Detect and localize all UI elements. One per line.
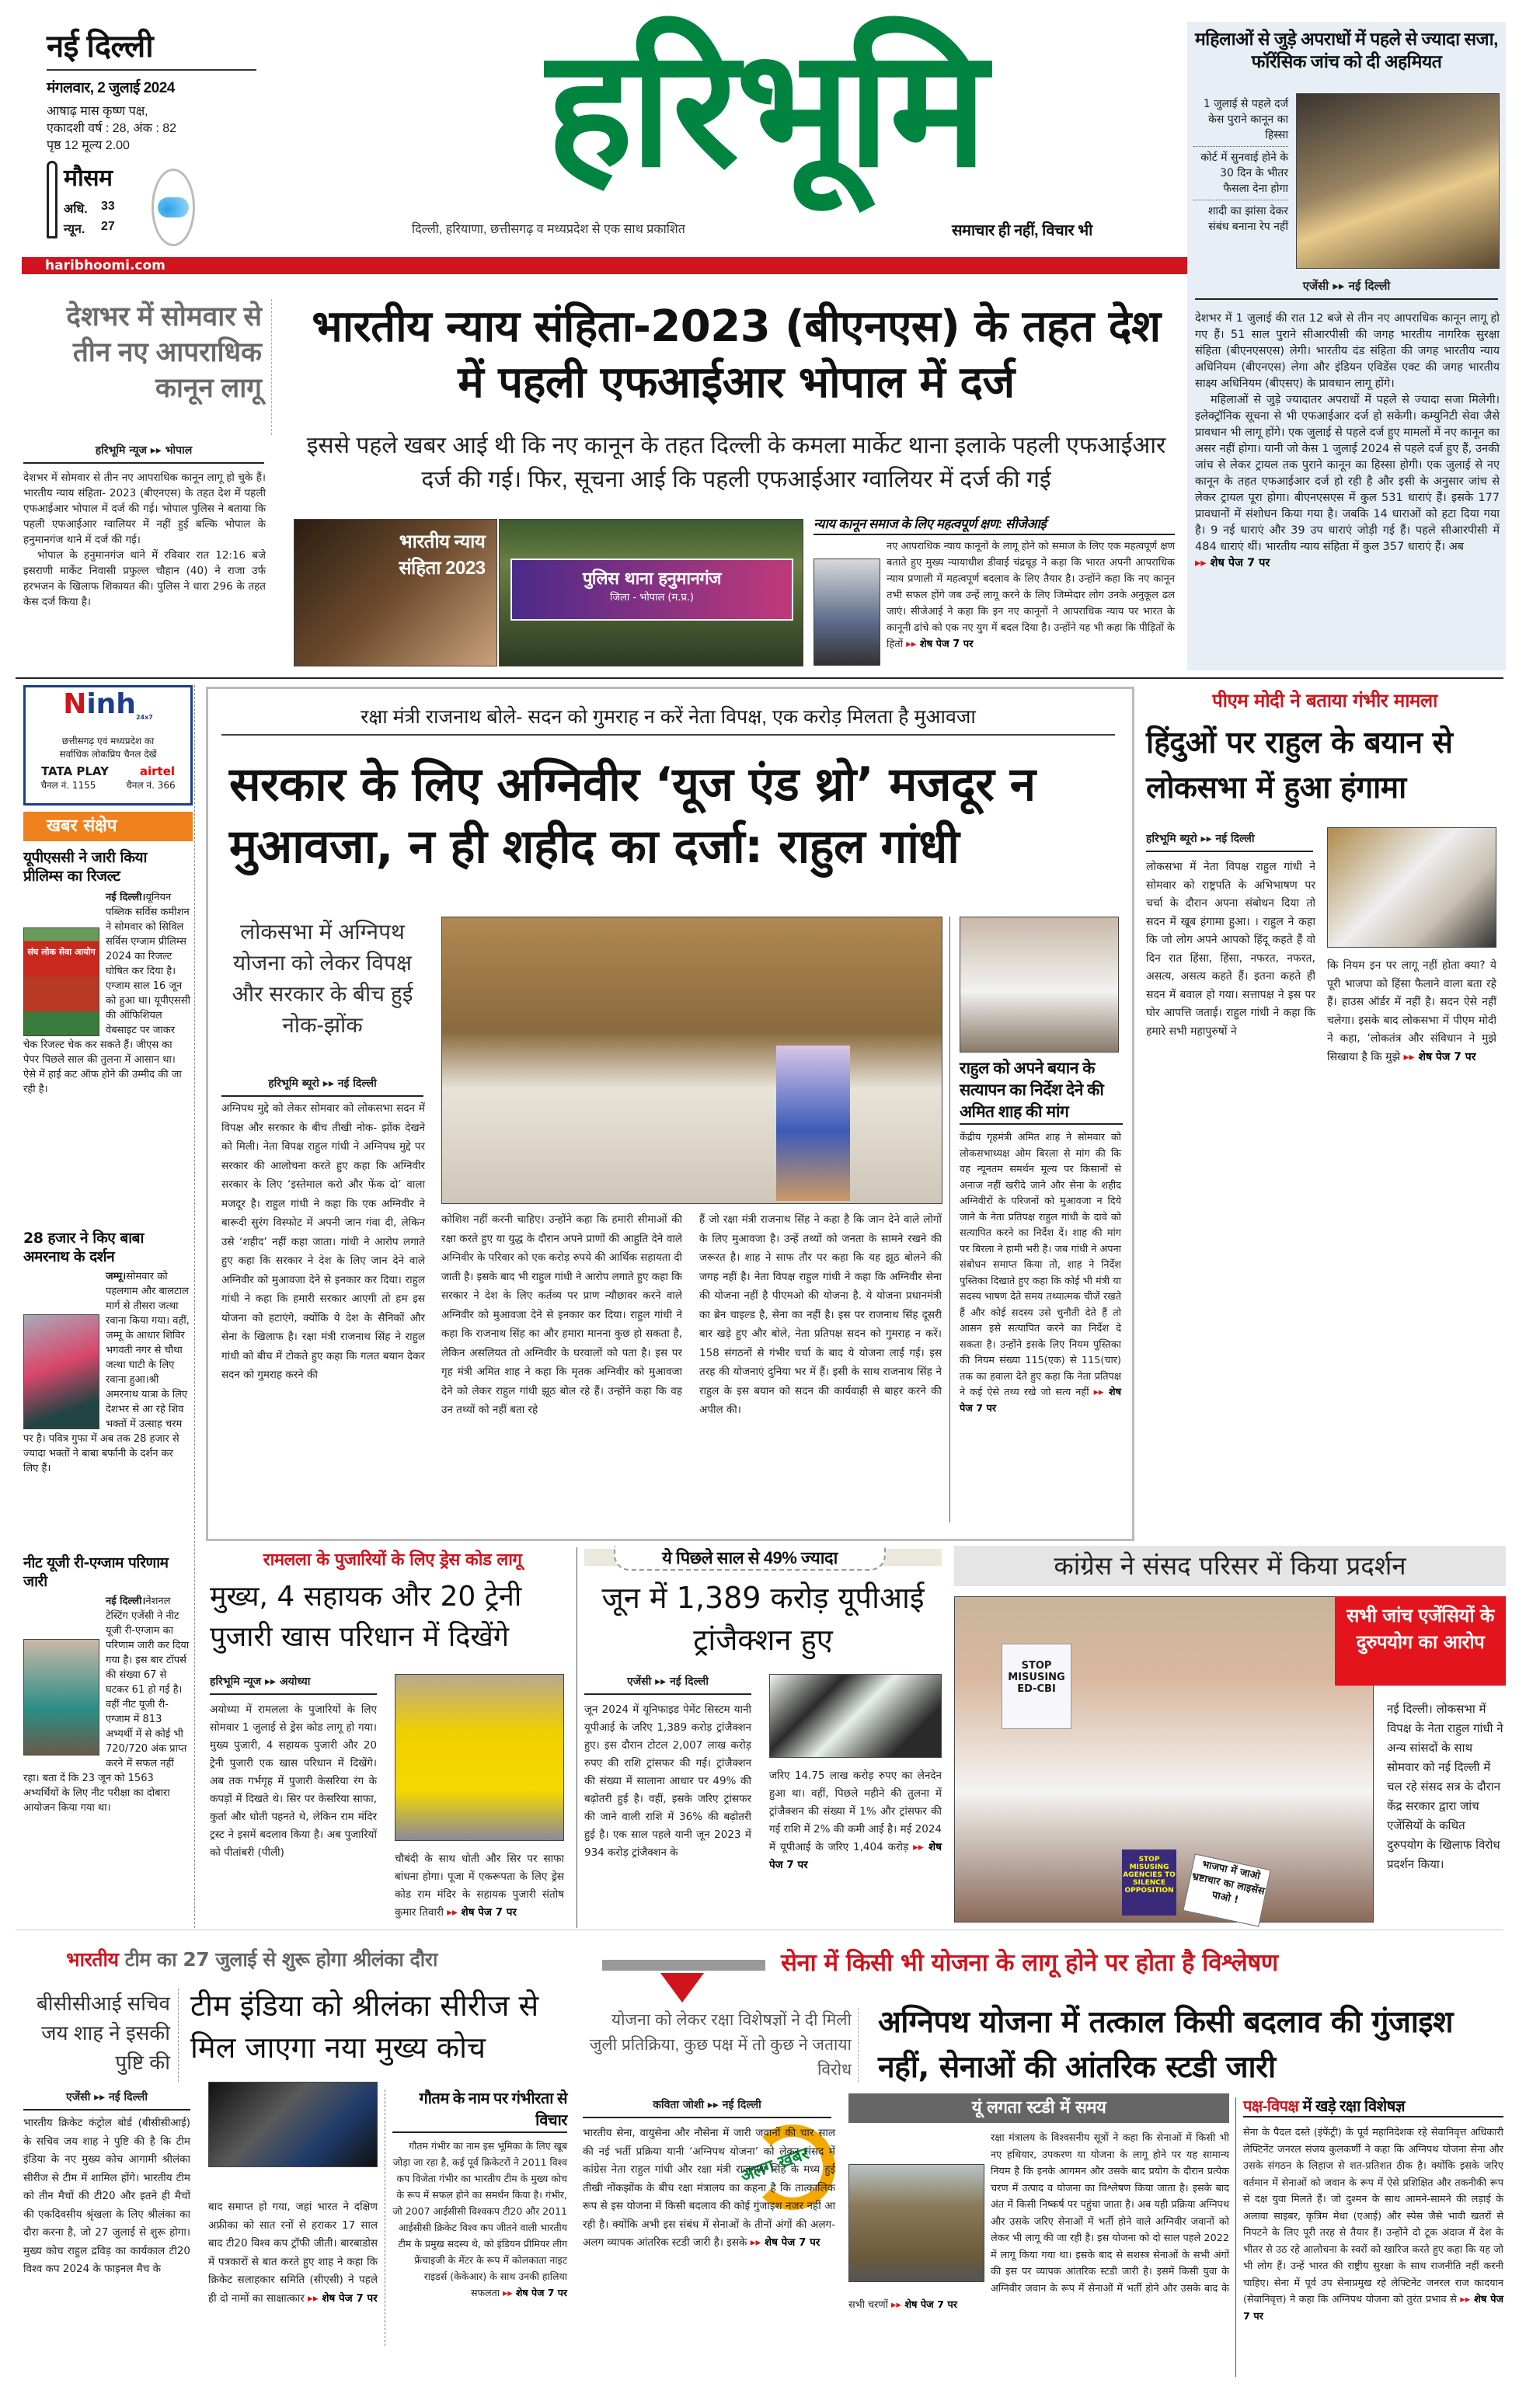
year-issue: एकादशी वर्ष : 28, अंक : 82 xyxy=(47,122,177,135)
column-divider xyxy=(949,917,950,1522)
upi-col-2: जरिए 14.75 लाख करोड़ रुपए का लेनदेन हुआ था। वहीं, पिछले महीने की तुलना में ट्रांजैक्शन की संख्या में 1% और ट्रांसफर की गई राशि में 2% की कमी आई है। मई 2024 में यूपीआई के जरिए 1,404 करोड़ ▸▸ शेष पेज 7 पर xyxy=(769,1767,942,1874)
modi-col-2: कि नियम इन पर लागू नहीं होता क्या? ये पूरी भाजपा को हिंसा फैलाने वाला बता रहे हैं। हाउस ऑर्डर में नहीं है। सदन ऐसे नहीं चलेगा। इसके बाद लोकसभा में पीएम मोदी ने कहा, ‘लोकतंत्र और संविधान ने मुझे सिखाया है कि मुझे ▸▸ शेष पेज 7 पर xyxy=(1327,957,1496,1538)
image-caption: भारतीय न्याय संहिता 2023 xyxy=(399,531,486,579)
story-body: देशभर में 1 जुलाई की रात 12 बजे से तीन नए आपराधिक कानून लागू हो गए हैं। 51 साल पुराने सीआरपीसी की जगह भारतीय नागरिक सुरक्षा संहिता (बीएनएसएस) लेगी। भारतीय दंड संहिता की जगह भारतीय न्याय अधिनियम (बीएनएस) लेगा और इंडियन एविडेंस एक्ट की जगह भारतीय साक्ष्य अधिनियम (बीएसए) के प्रावधान लागू होंगे। महिलाओं से जुड़े ज्यादातर अपराधों में पहले से ज्यादा सजा मिलेगी। इलेक्ट्रॉनिक सूचना से भी एफआईआर दर्ज हो सकेगी। कम्युनिटी सेवा जैसे प्रावधान भी लागू होंगे। एक जुलाई से पहले दर्ज हुए मामलों में नए कानून का असर नहीं होगा। यानी जो केस 1 जुलाई 2024 से पहले दर्ज हुए हैं, उनकी जांच से लेकर ट्रायल तक पुराने कानून का हिस्सा होगी। एक जुलाई से नए कानून के तहत एफआईआर दर्ज हो रही है और इसी के अनुसार जांच से लेकर ट्रायल पूरा होगा। बीएनएसएस में कुल 531 धाराएं हैं। इसके 177 प्रावधानों में संशोधन किया गया है। जबकि 14 धाराओं को हटा दिया गया है। 9 नई धाराएं और 39 उप धाराएं जोड़ी गई हैं। पहले सीआरपीसी में 484 धाराएं थीं। भारतीय न्याय संहिता में कुल 357 धाराएं हैं। अब ▸▸ शेष पेज 7 पर xyxy=(1195,311,1500,572)
agniveer-headline: सरकार के लिए अग्निवीर ‘यूज एंड थ्रो’ मजदूर न मुआवजा, न ही शहीद का दर्जा: राहुल गांधी xyxy=(229,757,1036,874)
shah-body: केंद्रीय गृहमंत्री अमित शाह ने सोमवार को लोकसभाध्यक्ष ओम बिरला से मांग की कि वह न्यूनतम समर्थन मूल्य पर किसानों से अनाज नहीं खरीदे जाने और सेना के शहीद अग्निवीरों के परिजनों को मुआवजा न दिये जाने के नेता प्रतिपक्ष राहुल गांधी के दावे को सत्यापित करने का निर्देश दें। शाह की मांग पर बिरला ने हामी भरी है। जब गांधी ने अपना संबोधन समाप्त किया तो, शाह ने निर्देश पुस्तिका दिखाते हुए कहा कि कोई भी मंत्री या सदस्य भाषण देते समय तथ्यात्मक चीजें रखते हैं और कोई सदस्य उसे चुनौती देते हैं तो आसन इसे सत्यापित करने का निर्देश दे सकता है। उन्होंने इसके लिए नियम पुस्तिका की नियम संख्या 115(एक) से 115(चार) तक का हवाला देते हुए कहा कि नेता प्रतिपक्ष ने कई ऐसे तथ्य रखे जो सत्य नहीं ▸▸ शेष पेज 7 पर xyxy=(960,1130,1121,1417)
experts-body: सेना के पैदल दस्ते (इंफेंट्री) के पूर्व महानिदेशक रहे सेवानिवृत्त अधिकारी लेफ्टिनेंट जनरल संजय कुलकर्णी ने कहा कि अग्निपथ योजना सेना और उसके संगठन के लिहाज से शत-प्रतिशत ठीक है। क्योंकि इसके जरिए वर्तमान में सेनाओं को जवान के रूप में ऐसे प्रशिक्षित और तकनीकी रूप से दक्ष युवा मिलते हैं। जो दुश्मन के साथ आमने-सामने की लड़ाई के अलावा साइबर, कृत्रिम मेधा (एआई) और स्पेस जैसे भावी खतरों से निपटने के लिए पूरी तरह से तैयार हैं। उन्होंने दो टूक अंदाज में देश के भीतर से उठ रहे आलोचना के स्वरों को खारिज करते हुए कहा कि यह जो भी लोग हैं। उन्हें भारत की राष्ट्रीय सुरक्षा के साथ राजनीति नहीं करनी चाहिए। सेना में पूर्व उप सेनाप्रमुख रहे लेफ्टिनेंट जनरल राज कादयान (सेवानिवृत्त) ने कहा कि अग्निपथ योजना को तुरंत प्रभाव से ▸▸ शेष पेज 7 पर xyxy=(1243,2124,1503,2325)
byline: एजेंसी ▸▸ नई दिल्ली xyxy=(1195,278,1498,300)
placard: भाजपा में जाओ भ्रष्टाचार का लाइसेंस पाओ ! xyxy=(1183,1853,1270,1926)
max-temp-label: अधि. xyxy=(64,203,88,216)
gautam-body: गौतम गंभीर का नाम इस भूमिका के लिए खूब जोड़ा जा रहा है, कई पूर्व क्रिकेटरों ने 2011 विश्व कप विजेता गंभीर का भारतीय टीम के मुख्य कोच के रूप में सफल होने का समर्थन किया है। गंभीर, जो 2007 आईसीसी विश्वकप टी20 और 2011 आईसीसी क्रिकेट विश्व कप जीतने वाली भारतीय टीम के प्रमुख सदस्य थे, को इंडियन प्रीमियर लीग फ्रेंचाइजी के मेंटर के रूप में कोलकाता नाइट राइडर्स (केकेआर) के साथ उनकी हालिया सफलता ▸▸ शेष पेज 7 पर xyxy=(392,2138,567,2301)
continued-link[interactable]: ▸▸ शेष पेज 7 पर xyxy=(1195,557,1270,569)
agnipath-col-1: भारतीय सेना, वायुसेना और नौसेना में जारी जवानों की चार साल की नई भर्ती प्रक्रिया यानी ‘अग्निपथ योजना’ को लेकर संसद में कांग्रेस नेता राहुल गांधी और रक्षा मंत्री राजनाथ सिंह के मध्य हुई तीखी नोंकझोंक के बीच रक्षा मंत्रालय का कहना है कि तात्कालिक रूप से इस योजना में किसी बदलाव की कोई गुंजाइश नजर नहीं आ रही है। क्योंकि अभी इस संबंध में सेनाओं के तीनों अंगों की अलग-अलग व्यापक आंतरिक स्टडी जारी है। इसके ▸▸ शेष पेज 7 पर xyxy=(583,2124,835,2253)
column-divider xyxy=(194,685,195,1928)
brief-headline: 28 हजार ने किए बाबा अमरनाथ के दर्शन xyxy=(23,1230,144,1265)
issue-date: मंगलवार, 2 जुलाई 2024 xyxy=(47,80,175,96)
byline: एजेंसी ▸▸ नई दिल्ली xyxy=(584,1674,751,1695)
channel-number: चैनल नं. 1155 xyxy=(40,780,96,792)
story-headline: महिलाओं से जुड़े अपराधों में पहले से ज्यादा सजा, फॉरेंसिक जांच को दी अहमियत xyxy=(1195,29,1498,71)
cji-body: नए आपराधिक न्याय कानूनों के लागू होने को समाज के लिए एक महत्वपूर्ण क्षण बताते हुए मुख्य न्यायाधीश डीवाई चंद्रचूड़ ने कहा कि भारत अपनी आपराधिक न्याय प्रणाली में महत्वपूर्ण बदलाव के लिए तैयार है। उन्होंने कहा कि नए कानून तभी सफल होंगे जब उन्हें लागू करने के लिए जिम्मेदार लोग उनके अनुकूल ढल जाएं। सीजेआई ने कहा कि इन नए कानूनों ने आपराधिक न्याय पर भारत के कानूनी ढांचे को एक नए युग में बदल दिया है। उन्होंने यह भी कहा कि पीड़ितों के हितों xyxy=(887,541,1175,650)
lead-subhead: इससे पहले खबर आई थी कि नए कानून के तहत दिल्ली के कमला मार्केट थाना इलाके पहली एफआईआर दर्ज की गई। फिर, सूचना आई कि पहली एफआईआर ग्वालियर में दर्ज की गई xyxy=(306,433,1166,492)
soldiers-march-photo xyxy=(848,2164,984,2282)
byline: एजेंसी ▸▸ नई दिल्ली xyxy=(23,2090,190,2110)
min-temp-label: न्यून. xyxy=(64,223,85,236)
continued-link[interactable]: ▸▸ शेष पेज 7 पर xyxy=(891,2299,957,2311)
continued-link[interactable]: ▸▸ शेष पेज 7 पर xyxy=(769,1841,942,1871)
inh-channel-ad[interactable]: Ninh$_{24x7}$ छत्तीसगढ़ एवं मध्यप्रदेश का सर्वाधिक लोकप्रिय चैनल देखें TATA PLAY airtel चैनल नं. 1155 चैनल नं. 366 xyxy=(23,685,193,806)
modi-kicker: पीएम मोदी ने बताया गंभीर मामला xyxy=(1212,690,1437,712)
upi-col-1: जून 2024 में यूनिफाइड पेमेंट सिस्टम यानी यूपीआई के जरिए 1,389 करोड़ ट्रांजैक्शन हुए। इस दौरान टोटल 2,007 लाख करोड़ रुपए की राशि ट्रांसफर की गई। ट्रांजैक्शन की संख्या में सालाना आधार पर 49% की बढ़ोतरी हुई है। वहीं, इसके जरिए ट्रांसफर की जाने वाली राशि में 36% की बढ़ोतरी हुई है। एक साल पहले यानी जून 2023 में 934 करोड़ ट्रांजैक्शन के xyxy=(584,1703,751,1859)
cji-photo xyxy=(814,559,880,666)
cloud-icon xyxy=(152,169,195,246)
congress-protest-photo xyxy=(954,1596,1374,1923)
lead-headline: भारतीय न्याय संहिता-2023 (बीएनएस) के तहत देश में पहली एफआईआर भोपाल में दर्ज xyxy=(312,301,1161,408)
continued-link[interactable]: ▸▸ शेष पेज 7 पर xyxy=(1243,2294,1503,2323)
agnipath-headline: अग्निपथ योजना में तत्काल किसी बदलाव की गुंजाइश नहीं, सेनाओं की आंतरिक स्टडी जारी xyxy=(878,2005,1454,2085)
experts-heading: पक्ष-विपक्ष में खड़े रक्षा विशेषज्ञ xyxy=(1243,2095,1503,2117)
upsc-building-image xyxy=(23,927,99,1036)
news-brief-label: खबर संक्षेप xyxy=(23,812,193,841)
continued-link[interactable]: ▸▸ शेष पेज 7 पर xyxy=(447,1906,517,1919)
red-banner xyxy=(22,257,1187,274)
byline: हरिभूमि न्यूज ▸▸ भोपाल xyxy=(23,443,264,464)
cricket-kicker: भारतीय टीम का 27 जुलाई से शुरू होगा श्रीलंका दौरा xyxy=(66,1948,437,1971)
newspaper-logo: हरिभूमि xyxy=(546,13,984,204)
congress-tag: सभी जांच एजेंसियों के दुरुपयोग का आरोप xyxy=(1335,1596,1506,1686)
column-divider xyxy=(1235,2097,1236,2377)
byline: हरिभूमि न्यूज ▸▸ अयोध्या xyxy=(210,1674,377,1695)
shiva-poster xyxy=(776,1046,850,1201)
cricket-headline: टीम इंडिया को श्रीलंका सीरीज से मिल जाएगा नया मुख्य कोच xyxy=(190,1989,539,2065)
upi-headline: जून में 1,389 करोड़ यूपीआई ट्रांजैक्शन हुए xyxy=(601,1581,925,1657)
rahul-gandhi-parliament-photo xyxy=(441,917,942,1204)
sign-subtext: जिला - भोपाल (म.प्र.) xyxy=(610,592,694,604)
agniveer-side-head: लोकसभा में अग्निपथ योजना को लेकर विपक्ष और सरकार के बीच हुई नोक-झोंक xyxy=(232,920,413,1037)
pilgrims-image xyxy=(23,1314,99,1429)
slogan: समाचार ही नहीं, विचार भी xyxy=(952,222,1092,239)
sign-text: पुलिस थाना हनुमानगंज xyxy=(582,569,722,589)
agniveer-col-2: कोशिश नहीं करनी चाहिए। उन्होंने कहा कि हमारी सीमाओं की रक्षा करते हुए या युद्ध के दौरान अपने प्राणों की आहुति देने वाले अग्निवीर के परिवार को एक करोड़ रुपये की आर्थिक सहायता दी जाती है। इसके बाद भी राहुल गांधी ने आरोप लगाते हुए कहा कि सरकार ने देश के लिए कर्तव्य पर प्राण न्यौछावर करने वाले अग्निवीर को मुआवजा देने से इनकार कर दिया। राहुल गांधी ने कहा कि राजनाथ सिंह का और हमारा मानना कुछ हो सकता है, लेकिन असलियत तो अग्निवीर के घरवालों को पता है। इस पर गृह मंत्री अमित शाह ने कहा कि मृतक अग्निवीर को मुआवजा देने को लेकर राहुल गांधी झूठ बोल रहे हैं। उन्होंने कहा कि वह उन तथ्यों को नहीं बता रहे xyxy=(441,1213,682,1416)
placard: STOP MISUSING AGENCIES TO SILENCE OPPOSITION xyxy=(1122,1849,1176,1916)
max-temp-value: 33 xyxy=(101,200,115,213)
exam-students-image xyxy=(23,1639,99,1756)
agniveer-col-1: अग्निपथ मुद्दे को लेकर सोमवार को लोकसभा सदन में विपक्ष और सरकार के बीच तीखी नोक- झोंक देखने को मिली। नेता विपक्ष राहुल गांधी ने अग्निपथ मुद्दे पर सरकार की आलोचना करते हुए कहा कि अग्निवीर सरकार के लिए ‘इस्तेमाल करो और फेंक दो’ वाला मजदूर है। राहुल गांधी ने कहा कि एक अग्निवीर ने बारूदी सुरंग विस्फोट में अपनी जान गंवा दी, लेकिन उसे ‘शहीद’ नहीं कहा जाता। गांधी ने आरोप लगाते हुए कहा कि सरकार ने देश के लिए जान देने वाले अग्निवीर को मुआवजा देने से इनकार कर दिया। राहुल गांधी ने कहा कि हमारी सरकार आएगी तो हम इस योजना को हटाएंगे, क्योंकि ये देश के सैनिकों और सेना के खिलाफ है। रक्षा मंत्री राजनाथ सिंह ने राहुल गांधी को बीच में टोकते हुए कहा कि गलत बयान देकर सदन को गुमराह करने की xyxy=(221,1102,425,1381)
brief-headline: नीट यूजी री-एग्जाम परिणाम जारी xyxy=(23,1554,169,1590)
amit-shah-photo xyxy=(960,917,1119,1053)
brief-upsc: यूपीएससी ने जारी किया प्रीलिम्स का रिजल्ट संघ लोक सेवा आयोग नई दिल्ली।यूनियन पब्लिक सर्विस कमीशन ने सोमवार को सिविल सर्विस एग्जाम प्रीलिम्स 2024 का रिजल्ट घोषित कर दिया है। एग्जाम साल 16 जून को हुआ था। यूपीएससी की ऑफिशियल वेबसाइट पर जाकर चेक रिजल्ट चेक कर सकते हैं। जीएस का पेपर पिछले साल की तुलना में आसान था। ऐसे में हाई कट ऑफ होने की उम्मीद की जा रही है। xyxy=(23,849,190,1095)
panchang-line: आषाढ़ मास कृष्ण पक्ष, xyxy=(47,105,148,118)
continued-link[interactable]: ▸▸ शेष पेज 7 पर xyxy=(751,2236,820,2249)
cji-box xyxy=(814,514,1175,666)
agnipath-side: योजना को लेकर रक्षा विशेषज्ञों ने दी मिली जुली प्रतिक्रिया, कुछ पक्ष में तो कुछ ने जताया विरोध xyxy=(583,2008,859,2083)
upi-phones-image xyxy=(769,1674,942,1758)
editions-note: दिल्ली, हरियाणा, छत्तीसगढ़ व मध्यप्रदेश से एक साथ प्रकाशित xyxy=(412,223,685,236)
upsc-sign-text: संघ लोक सेवा आयोग xyxy=(27,947,96,957)
agniveer-kicker: रक्षा मंत्री राजनाथ बोले- सदन को गुमराह न करें नेता विपक्ष, एक करोड़ मिलता है मुआवजा xyxy=(221,703,1115,736)
continued-link[interactable]: ▸▸ शेष पेज 7 पर xyxy=(503,2287,567,2298)
byline: कविता जोशी ▸▸ नई दिल्ली xyxy=(583,2097,831,2118)
min-temp-value: 27 xyxy=(101,220,115,233)
gautam-headline: गौतम के नाम पर गंभीरता से विचार xyxy=(392,2088,567,2133)
agnipath-kicker: सेना में किसी भी योजना के लागू होने पर होता है विश्लेषण xyxy=(781,1949,1278,1977)
badge-text: अलग खबर xyxy=(737,2144,812,2187)
thermometer-icon xyxy=(47,161,57,238)
congress-headline: कांग्रेस ने संसद परिसर में किया प्रदर्शन xyxy=(954,1546,1506,1586)
study-body: रक्षा मंत्रालय के विश्वसनीय सूत्रों ने कहा कि सेनाओं में किसी भी नए हथियार, उपकरण या योजना के लागू होने पर यह सामान्य नियम है कि इनके आगमन और उसके बाद प्रयोग के दौरान प्रत्येक चरण में उत्पाद व योजना का विश्लेषण किया जाता है। इसके बाद अंत में किसी निष्कर्ष पर पहुंचा जाता है। अब यही प्रक्रिया अग्निपथ और उसके जरिए सेनाओं में भर्ती होने वाले अग्निवीर जवानों को लेकर भी लागू की जा रही है। इस योजना को दो साल पहले 2022 में लागू किया गया था। इसके बाद से सशस्त्र सेनाओं के सभी अंगों की इस पर व्यापक आंतरिक स्टडी जारी है। इसमें किसी युवा के अग्निवीर जवान के रूप में सेनाओं में भर्ती होने और उसके बाद के सभी चरणों ▸▸ शेष पेज 7 पर xyxy=(848,2130,1229,2314)
continued-link[interactable]: ▸▸ शेष पेज 7 पर xyxy=(1404,1051,1476,1063)
modi-headline: हिंदुओं पर राहुल के बयान से लोकसभा में हुआ हंगामा xyxy=(1146,726,1453,806)
continued-link[interactable]: ▸▸ शेष पेज 7 पर xyxy=(960,1387,1121,1415)
ramlala-col-1: अयोध्या में रामलला के पुजारियों के लिए सोमवार 1 जुलाई से ड्रेस कोड लागू हो गया। मुख्य पुजारी, 4 सहायक पुजारी और 20 ट्रेनी पुजारी एक खास परिधान में दिखेंगे। अब तक गर्भगृह में पुजारी केसरिया रंग के कपड़ों में दिखते थे। सिर पर केसरिया साफा, कुर्ता और धोती पहनते थे, लेकिन राम मंदिर ट्रस्ट ने इसमें बदलाव किया है। अब पुजारियों को पीतांबरी (पीली) xyxy=(210,1703,377,1859)
byline: हरिभूमि ब्यूरो ▸▸ नई दिल्ली xyxy=(221,1076,423,1097)
cricket-col-1: भारतीय क्रिकेट कंट्रोल बोर्ड (बीसीसीआई) के सचिव जय शाह ने पुष्टि की है कि टीम इंडिया के नए मुख्य कोच आगामी श्रीलंका सीरीज से टीम में शामिल होंगे। भारतीय टीम को तीन मैचों की टी20 और इतने ही मैचों की एकदिवसीय श्रृंखला के लिए श्रीलंका का दौरा करना है, जो 27 जुलाई से शुरू होगा। मुख्य कोच राहुल द्रविड़ का कार्यकाल टी20 विश्व कप 2024 के फाइनल मैच के xyxy=(23,2117,190,2275)
continued-link[interactable]: ▸▸ शेष पेज 7 पर xyxy=(906,639,973,650)
decor-bar xyxy=(602,1960,765,1971)
gavel-scales-image xyxy=(1296,93,1500,269)
brief-neet: नीट यूजी री-एग्जाम परिणाम जारी नई दिल्ली।नेशनल टेस्टिंग एजेंसी ने नीट यूजी री-एग्जाम का परिणाम जारी कर दिया गया है। इस बार टॉपर्स की संख्या 67 से घटकर 61 हो गई है। वहीं नीट यूजी री-एग्जाम में 813 अभ्यर्थी में से कोई भी 720/720 अंक प्राप्त करने में सफल नहीं रहा। बता दें कि 23 जून को 1563 अभ्यर्थियों के लिए नीट परीक्षा का दोबारा आयोजन किया गया था। xyxy=(23,1554,190,1814)
byline: हरिभूमि ब्यूरो ▸▸ नई दिल्ली xyxy=(1146,831,1313,852)
cji-heading: न्याय कानून समाज के लिए महत्वपूर्ण क्षण: सीजेआई xyxy=(814,514,1175,535)
key-point: 1 जुलाई से पहले दर्ज केस पुराने कानून का हिस्सा xyxy=(1193,93,1288,147)
brief-headline: यूपीएससी ने जारी किया प्रीलिम्स का रिजल्ट xyxy=(23,849,147,885)
ad-line: सर्वाधिक लोकप्रिय चैनल देखें xyxy=(59,749,157,760)
jay-shah-photo xyxy=(208,2082,378,2167)
pages-price: पृष्ठ 12 मूल्य 2.00 xyxy=(47,139,130,152)
study-heading: यूं लगता स्टडी में समय xyxy=(848,2093,1229,2123)
key-points xyxy=(1193,93,1288,238)
shah-headline: राहुल को अपने बयान के सत्यापन का निर्देश देने की अमित शाह की मांग xyxy=(960,1058,1123,1125)
priest-photo xyxy=(395,1674,564,1841)
airtel-logo: airtel xyxy=(139,764,176,779)
pm-modi-photo xyxy=(1327,827,1496,948)
weather-label: मौसम xyxy=(64,165,113,191)
modi-col-1: लोकसभा में नेता विपक्ष राहुल गांधी ने सोमवार को राष्ट्रपति के अभिभाषण पर चर्चा के दौरान अपना संबोधन दिया तो सदन में खूब हंगामा हुआ। । राहुल ने कहा कि जो लोग अपने आपको हिंदू कहते हैं वो दिन रात हिंसा, हिंसा, नफरत, नफरत, असत्य, असत्य कहते हैं। इतना कहते ही सदन में बवाल हो गया। सत्तापक्ष ने इस पर घोर आपत्ति जताई। राहुल गांधी ने कहा कि हमारे सभी महापुरुषों ने xyxy=(1146,861,1315,1038)
divider xyxy=(16,677,1503,679)
brief-body: नेशनल टेस्टिंग एजेंसी ने नीट यूजी री-एग्जाम का परिणाम जारी कर दिया गया है। इस बार टॉपर्स की संख्या 67 से घटकर 61 हो गई है। वहीं नीट यूजी री-एग्जाम में 813 अभ्यर्थी में से कोई भी 720/720 अंक प्राप्त करने में सफल नहीं रहा। बता दें कि 23 जून को 1563 अभ्यर्थियों के लिए नीट परीक्षा का दोबारा आयोजन किया गया था। xyxy=(23,1595,190,1814)
brief-body: सोमवार को पहलगाम और बालटाल मार्ग से तीसरा जत्था रवाना किया गया। वहीं, जम्मू के आधार शिविर भगवती नगर से चौथा जत्था घाटी के लिए रवाना हुआ।श्री अमरनाथ यात्रा के लिए देशभर से आ रहे शिव भक्तों में उत्साह चरम पर है। पवित्र गुफा में अब तक 28 हजार से ज्यादा भक्तों ने बाबा बर्फानी के दर्शन कर लिए हैं। xyxy=(23,1271,190,1474)
cricket-col-2: बाद समाप्त हो गया, जहां भारत ने दक्षिण अफ्रीका को सात रनों से हराकर 17 साल बाद टी20 विश्व कप ट्रॉफी जीती। बारबाडोस में पत्रकारों से बात करते हुए शाह ने कहा कि क्रिकेट सलाहकार समिति (सीएसी) ने पहले ही दो नामों का साक्षात्कार ▸▸ शेष पेज 7 पर xyxy=(208,2198,378,2308)
ad-line: छत्तीसगढ़ एवं मध्यप्रदेश का xyxy=(61,736,155,747)
lead-side-body: देशभर में सोमवार से तीन नए आपराधिक कानून लागू हो चुके हैं। भारतीय न्याय संहिता- 2023 (बीएनएस) के तहत देश में पहली एफआईआर भोपाल में दर्ज की गई। भोपाल पुलिस ने बताया कि पहली एफआईआर ग्वालियर में नहीं हुई बल्कि भोपाल के हनुमानगंज थाने में दर्ज की गई। भोपाल के हनुमानगंज थाने में रविवार रात 12:16 बजे इसराणी मार्केट निवासी प्रफुल्ल चौहान (40) ने राजा उर्फ हरभजन के खिलाफ शिकायत की। पुलिस ने धारा 296 के तहत केस दर्ज किया है। xyxy=(23,472,266,608)
ramlala-headline: मुख्य, 4 सहायक और 20 ट्रेनी पुजारी खास परिधान में दिखेंगे xyxy=(210,1581,522,1653)
justice-statue-image xyxy=(294,519,497,666)
cricket-side: बीसीसीआई सचिव जय शाह ने इसकी पुष्टि की xyxy=(23,1989,179,2082)
edition-info xyxy=(47,23,256,246)
lead-kicker: देशभर में सोमवार से तीन नए आपराधिक कानून लागू xyxy=(23,299,272,435)
key-point: कोर्ट में सुनवाई होने के 30 दिन के भीतर फैसला देना होगा xyxy=(1193,147,1288,200)
continued-link[interactable]: ▸▸ शेष पेज 7 पर xyxy=(308,2292,378,2305)
ad-logo: inh xyxy=(86,688,136,720)
channel-number: चैनल नं. 366 xyxy=(126,780,176,792)
law-women-story xyxy=(1187,22,1506,670)
weather-box xyxy=(47,161,256,246)
down-chevron-icon xyxy=(660,1973,704,2003)
edition-city: नई दिल्ली xyxy=(47,23,256,71)
agniveer-col-3: हैं जो रक्षा मंत्री राजनाथ सिंह ने कहा है कि जान देने वाले लोगों के लिए मुआवजा है। उन्हें तथ्यों को जनता के सामने रखने की जरूरत है। शाह ने साफ तौर पर कहा कि यह झूठ बोलने की जगह नहीं है। नेता विपक्ष राहुल गांधी ने कहा कि अग्निवीर सेना की योजना नहीं है पीएमओ की योजना है. ये योजना प्रधानमंत्री का ब्रेन चाइल्ड है, सेना का नहीं है। इस पर राजनाथ सिंह दूसरी बार खड़े हुए और बोले, नेता प्रतिपक्ष सदन को गुमराह न करें। 158 संगठनों से गंभीर चर्चा के बाद ये योजना लाई गई। इस तरह की योजनाएं दुनिया भर में हैं। इसी के साथ राजनाथ सिंह ने राहुल के इस बयान को सदन की कार्यवाही से बाहर करने की अपील की। xyxy=(699,1213,942,1416)
ramlala-col-2: चौबंदी के साथ धोती और सिर पर साफा बांधना होगा। पूजा में एकरूपता के लिए ड्रेस कोड राम मंदिर के सहायक पुजारी संतोष कुमार तिवारी ▸▸ शेष पेज 7 पर xyxy=(395,1850,564,1922)
key-point: शादी का झांसा देकर संबंध बनाना रेप नहीं xyxy=(1207,205,1288,233)
tataplay-logo: TATA PLAY xyxy=(40,764,109,779)
congress-body: नई दिल्ली। लोकसभा में विपक्ष के नेता राहुल गांधी ने अन्य सांसदों के साथ सोमवार को नई दिल्ली में चल रहे संसद सत्र के दौरान केंद्र सरकार द्वारा जांच एजेंसियों के कथित दुरुपयोग के खिलाफ विरोध प्रदर्शन किया। xyxy=(1387,1702,1503,1871)
brief-body: यूनियन पब्लिक सर्विस कमीशन ने सोमवार को सिविल सर्विस एग्जाम प्रीलिम्स 2024 का रिजल्ट घोषित कर दिया है। एग्जाम साल 16 जून को हुआ था। यूपीएससी की ऑफिशियल वेबसाइट पर जाकर चेक रिजल्ट चेक कर सकते हैं। जीएस का पेपर पिछले साल की तुलना में आसान था। ऐसे में हाई कट ऑफ होने की उम्मीद की जा रही है। xyxy=(23,892,190,1095)
upi-kicker: ये पिछले साल से 49% ज्यादा xyxy=(614,1546,886,1571)
website-link[interactable]: haribhoomi.com xyxy=(45,258,165,273)
police-station-image xyxy=(499,519,803,666)
placard: STOP MISUSING ED-CBI xyxy=(1002,1644,1071,1729)
ramlala-kicker: रामलला के पुजारियों के लिए ड्रेस कोड लागू xyxy=(263,1550,522,1570)
brief-amarnath: 28 हजार ने किए बाबा अमरनाथ के दर्शन जम्मू।सोमवार को पहलगाम और बालटाल मार्ग से तीसरा जत्था रवाना किया गया। वहीं, जम्मू के आधार शिविर भगवती नगर से चौथा जत्था घाटी के लिए रवाना हुआ।श्री अमरनाथ यात्रा के लिए देशभर से आ रहे शिव भक्तों में उत्साह चरम पर है। पवित्र गुफा में अब तक 28 हजार से ज्यादा भक्तों ने बाबा बर्फानी के दर्शन कर लिए हैं। xyxy=(23,1230,190,1474)
